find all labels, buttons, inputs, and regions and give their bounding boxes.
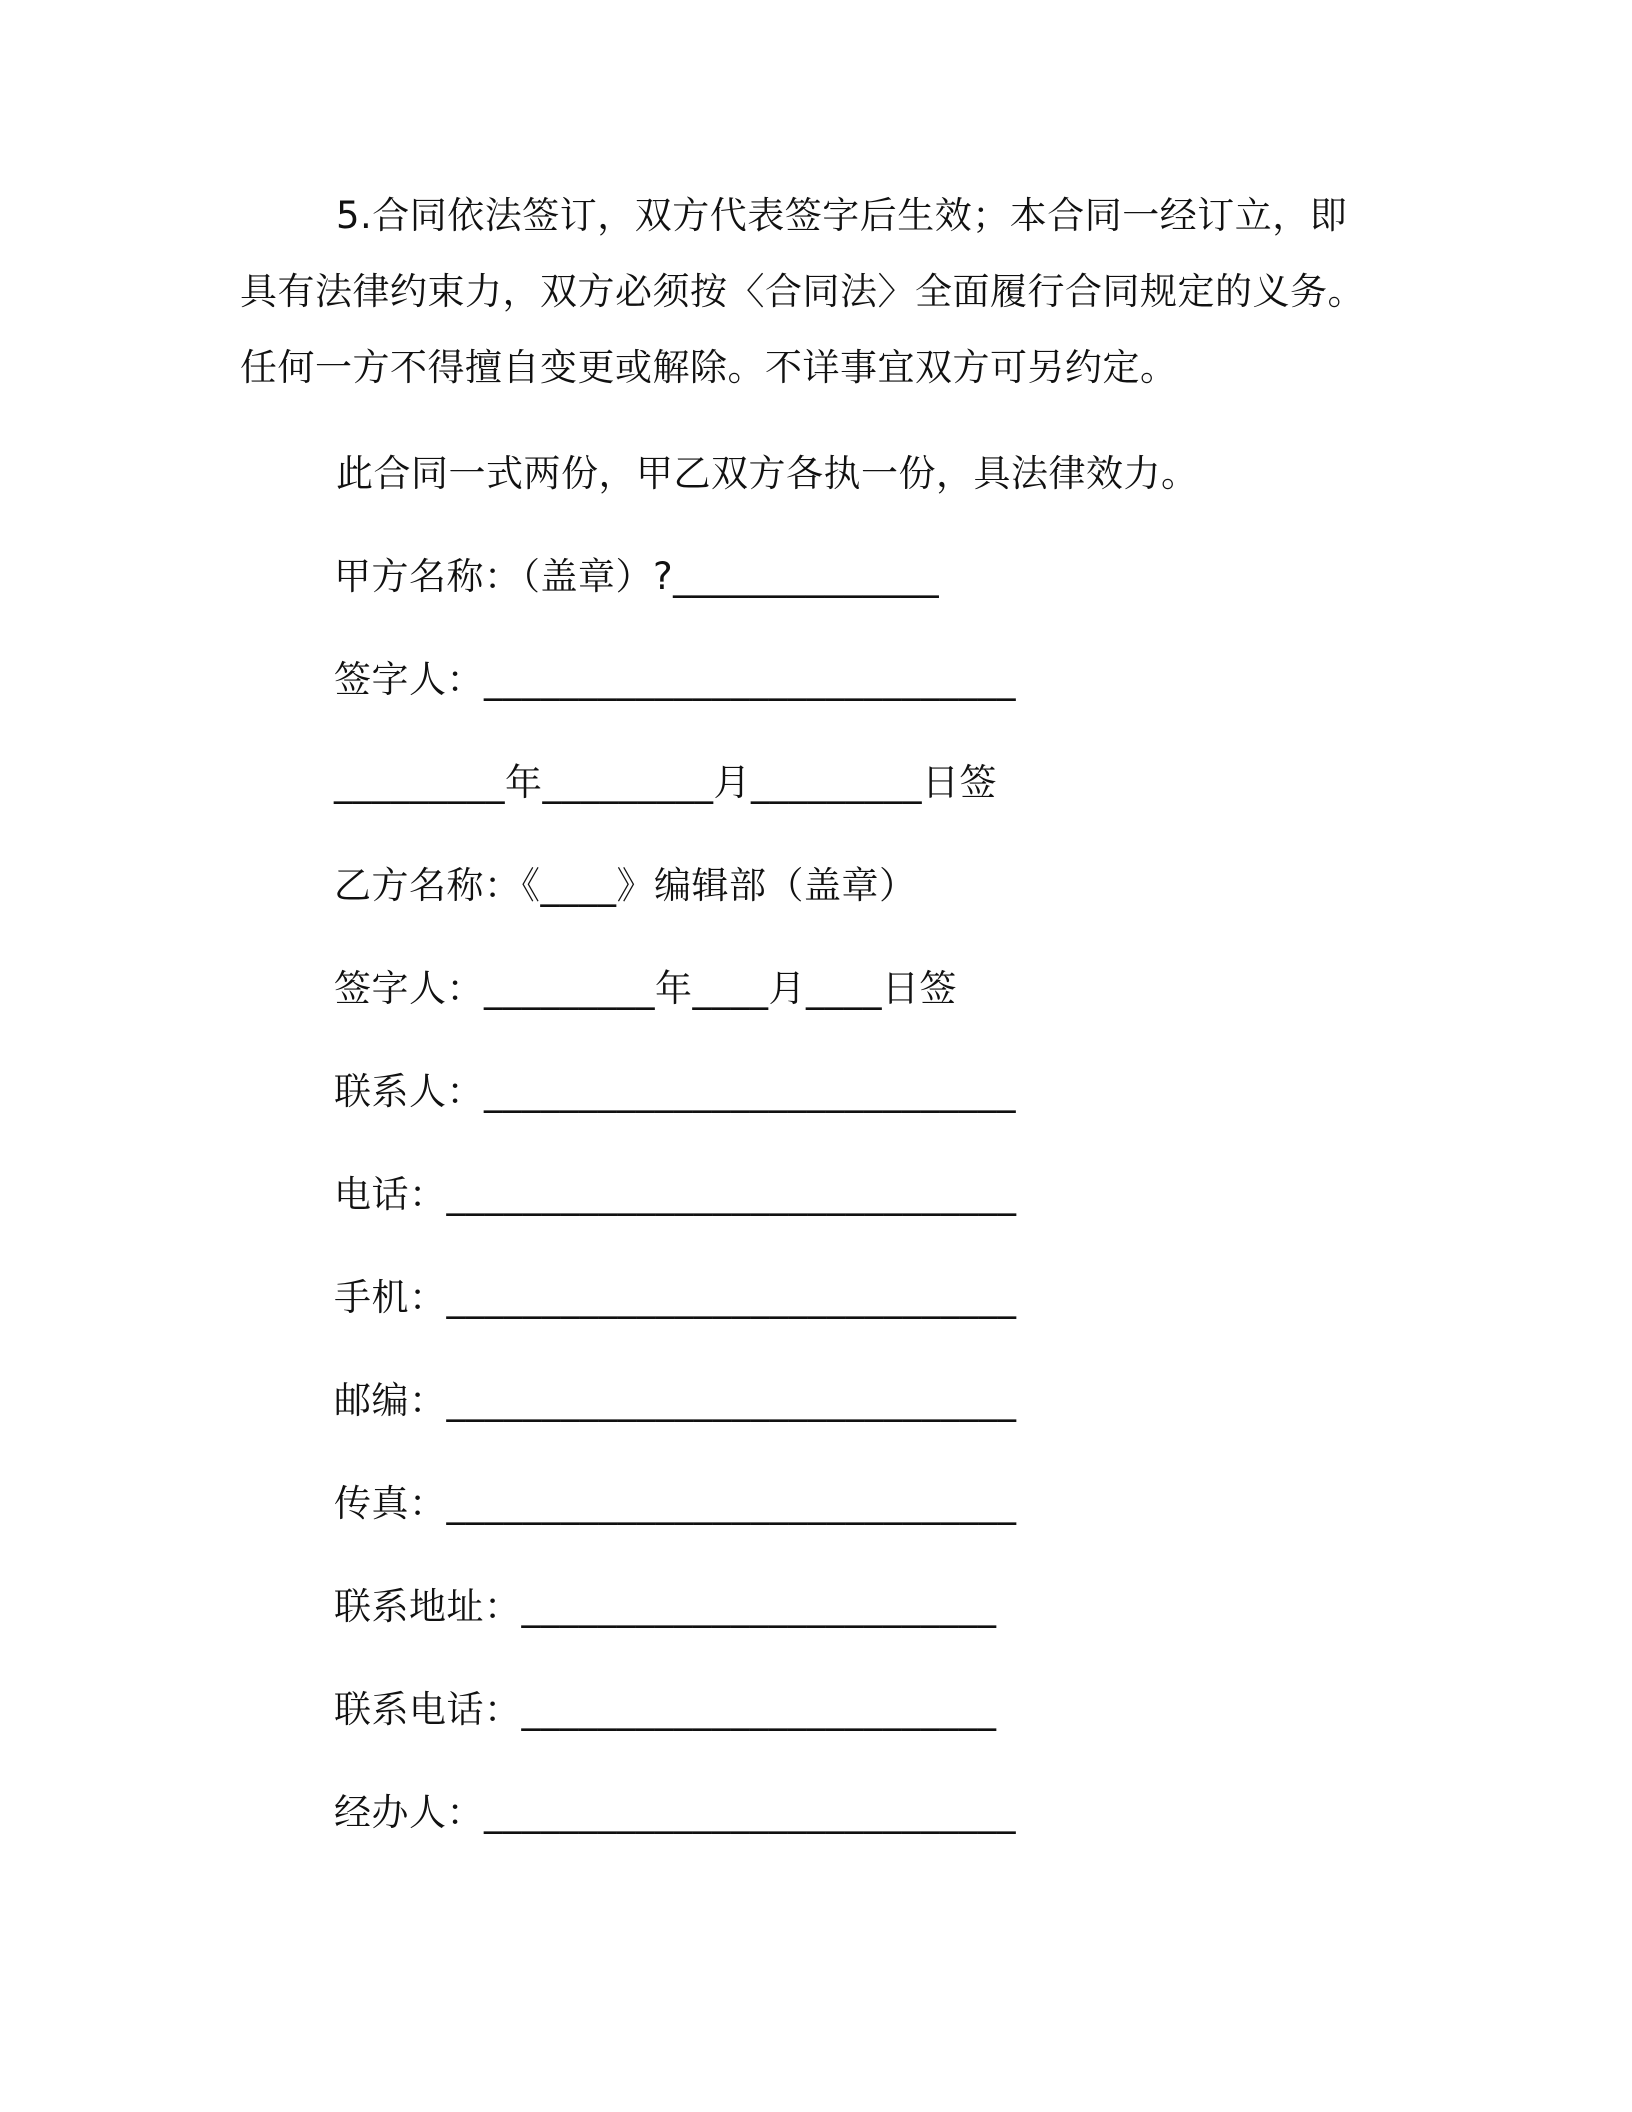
fax-line: 传真：______________________________ (334, 1482, 1017, 1525)
party-a-signer-line: 签字人：____________________________ (334, 658, 1016, 701)
copies-paragraph: 此合同一式两份，甲乙双方各执一份，具法律效力。 (336, 452, 1199, 495)
contact-person-line: 联系人：____________________________ (334, 1070, 1016, 1113)
party-a-name-line: 甲方名称：（盖章）?______________ (334, 555, 940, 598)
contact-address-line: 联系地址：_________________________ (334, 1585, 997, 1628)
party-b-name-line: 乙方名称：《____》编辑部（盖章） (334, 864, 917, 907)
party-b-signer-date-line: 签字人：_________年____月____日签 (334, 967, 957, 1010)
handler-line: 经办人：____________________________ (334, 1791, 1016, 1834)
clause-5-paragraph: 5.合同依法签订，双方代表签字后生效；本合同一经订立，即具有法律约束力，双方必须按〈合同法〉全面履行合同规定的义务。任何一方不得擅自变更或解除。不详事宜双方可另约定。 (240, 194, 1365, 389)
party-a-date-line: _________年_________月_________日签 (334, 761, 997, 804)
postcode-line: 邮编：______________________________ (334, 1379, 1017, 1422)
mobile-line: 手机：______________________________ (334, 1276, 1017, 1319)
contact-phone-line: 联系电话：_________________________ (334, 1688, 997, 1731)
phone-line: 电话：______________________________ (334, 1173, 1017, 1216)
